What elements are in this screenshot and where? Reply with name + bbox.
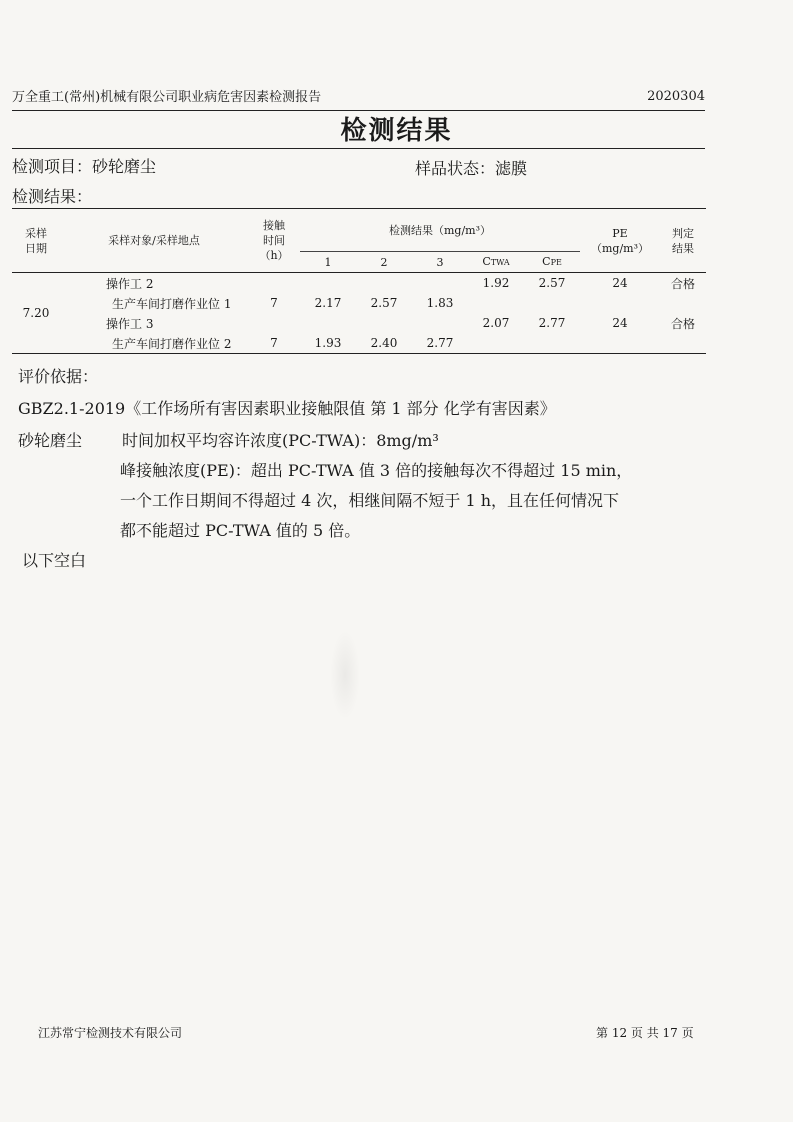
exposure-hours: 7 xyxy=(248,333,300,354)
header-ctwa: CTWA xyxy=(468,252,524,273)
result-2: 2.40 xyxy=(356,333,412,354)
result-3: 2.77 xyxy=(412,333,468,354)
test-item-field xyxy=(12,154,156,177)
evaluation-standard: GBZ2.1-2019《工作场所有害因素职业接触限值 第 1 部分 化学有害因素》 xyxy=(18,399,556,418)
sample-date: 7.20 xyxy=(12,273,60,354)
sample-state-field xyxy=(415,156,527,179)
report-code: 2020304 xyxy=(647,89,705,104)
test-result-label: 检测结果： xyxy=(12,187,93,206)
header-pe: PE （mg/m³） xyxy=(580,209,660,273)
judge-value: 合格 xyxy=(670,276,695,291)
sample-state-label: 样品状态： xyxy=(415,159,496,178)
result-3: 1.83 xyxy=(426,296,454,310)
twa-limit: 时间加权平均容许浓度(PC-TWA)：8mg/m³ xyxy=(122,431,439,450)
table-row xyxy=(12,293,706,313)
test-item-label: 检测项目： xyxy=(12,157,93,176)
worker-name: 操作工 2 xyxy=(106,276,154,291)
table-row xyxy=(12,313,706,333)
cpe-value: 2.77 xyxy=(538,316,566,330)
pe-value: 24 xyxy=(612,316,628,330)
test-item-value: 砂轮磨尘 xyxy=(92,157,157,176)
pe-limit-line-2: 一个工作日期间不得超过 4 次，相继间隔不短于 1 h，且在任何情况下 xyxy=(120,491,620,510)
sample-location: 生产车间打磨作业位 1 xyxy=(112,296,232,311)
footer-company: 江苏常宁检测技术有限公司 xyxy=(38,1026,183,1040)
pe-limit-line-3: 都不能超过 PC-TWA 值的 5 倍。 xyxy=(120,521,361,540)
ctwa-value: 2.07 xyxy=(482,316,510,330)
header-time: 接触 时间 （h） xyxy=(248,209,300,273)
result-2: 2.57 xyxy=(370,296,398,310)
result-table xyxy=(12,208,706,354)
cpe-value: 2.57 xyxy=(538,276,566,290)
header-n2: 2 xyxy=(356,252,412,273)
header-judge: 判定 结果 xyxy=(660,209,706,273)
blank-note: 以下空白 xyxy=(22,551,87,570)
substance-name: 砂轮磨尘 xyxy=(18,431,83,450)
header-object: 采样对象/采样地点 xyxy=(60,209,248,273)
sample-state-value: 滤膜 xyxy=(495,159,528,178)
page-title: 检测结果 xyxy=(340,116,453,146)
scan-smudge xyxy=(330,630,360,720)
exposure-hours: 7 xyxy=(270,296,278,310)
ctwa-value: 1.92 xyxy=(482,276,510,290)
result-1: 1.93 xyxy=(300,333,356,354)
evaluation-basis-label: 评价依据： xyxy=(18,367,99,386)
footer-page-number: 第 12 页 共 17 页 xyxy=(596,1026,694,1040)
table-header-row xyxy=(12,209,706,252)
table-row xyxy=(12,333,706,354)
header-n3: 3 xyxy=(412,252,468,273)
header-result: 检测结果（mg/m³） xyxy=(300,209,580,252)
table-row xyxy=(12,273,706,294)
header-date: 采样 日期 xyxy=(12,209,60,273)
title-rule xyxy=(12,148,705,149)
judge-value: 合格 xyxy=(670,316,695,331)
pe-value: 24 xyxy=(612,276,628,290)
report-header-title: 万全重工(常州)机械有限公司职业病危害因素检测报告 xyxy=(12,90,322,105)
worker-name: 操作工 3 xyxy=(106,316,154,331)
sample-location: 生产车间打磨作业位 2 xyxy=(60,333,248,354)
result-1: 2.17 xyxy=(314,296,342,310)
pe-limit-line-1: 峰接触浓度(PE)：超出 PC-TWA 值 3 倍的接触每次不得超过 15 min， xyxy=(120,461,633,480)
header-n1: 1 xyxy=(300,252,356,273)
header-cpe: CPE xyxy=(524,252,580,273)
